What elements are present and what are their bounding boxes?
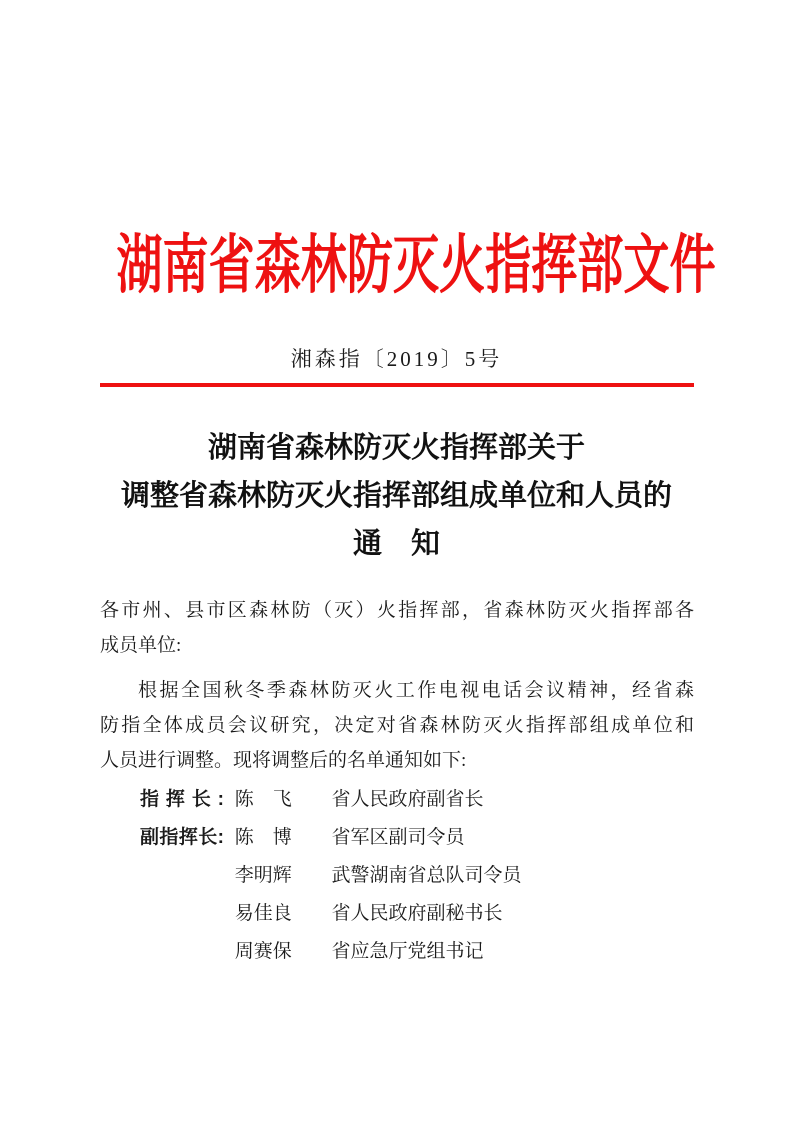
- document-number: 湘森指〔2019〕5号: [290, 347, 503, 371]
- body-paragraph: [100, 673, 694, 778]
- notice-title-line-2: 调整省森林防灭火指挥部组成单位和人员的: [120, 480, 672, 512]
- person-title: 省应急厅党组书记: [331, 941, 484, 962]
- person-name: 易佳良: [234, 903, 292, 924]
- red-header-banner: [0, 226, 793, 323]
- body-line-3: 人员进行调整。现将调整后的名单通知如下:: [100, 750, 467, 771]
- person-name: 陈 飞: [234, 789, 292, 810]
- red-divider-line: [100, 383, 694, 387]
- person-name: 周赛保: [234, 941, 292, 962]
- person-title: 省人民政府副省长: [331, 789, 484, 810]
- person-title: 省军区副司令员: [331, 827, 465, 848]
- body-line-1: 根据全国秋冬季森林防灭火工作电视电话会议精神，经省森: [138, 680, 694, 701]
- notice-title-line-1: 湖南省森林防灭火指挥部关于: [207, 432, 585, 464]
- role-label-deputy-commander: 副指挥长:: [140, 827, 224, 848]
- person-title: 省人民政府副秘书长: [331, 903, 503, 924]
- roster-row: [100, 857, 694, 895]
- document-body: [100, 593, 694, 971]
- notice-title-line-3: 通 知: [352, 528, 440, 560]
- person-title: 武警湖南省总队司令员: [331, 865, 522, 886]
- person-name: 陈 博: [234, 827, 292, 848]
- recipients-line-1: 各市州、县市区森林防（灭）火指挥部，省森林防灭火指挥部各: [100, 600, 694, 621]
- body-line-2: 防指全体成员会议研究，决定对省森林防灭火指挥部组成单位和: [100, 715, 694, 736]
- roster-row: [100, 933, 694, 971]
- roster-row-deputy-commander: [100, 819, 694, 857]
- roster-row-commander: [100, 781, 694, 819]
- personnel-roster: [100, 781, 694, 971]
- notice-title: [0, 424, 793, 568]
- recipients-paragraph: [100, 593, 694, 663]
- org-title-text: 湖南省森林防灭火指挥部文件: [116, 230, 716, 301]
- roster-row: [100, 895, 694, 933]
- person-name: 李明辉: [234, 865, 292, 886]
- recipients-line-2: 成员单位:: [100, 635, 182, 656]
- role-label-commander: 指挥长:: [140, 789, 224, 810]
